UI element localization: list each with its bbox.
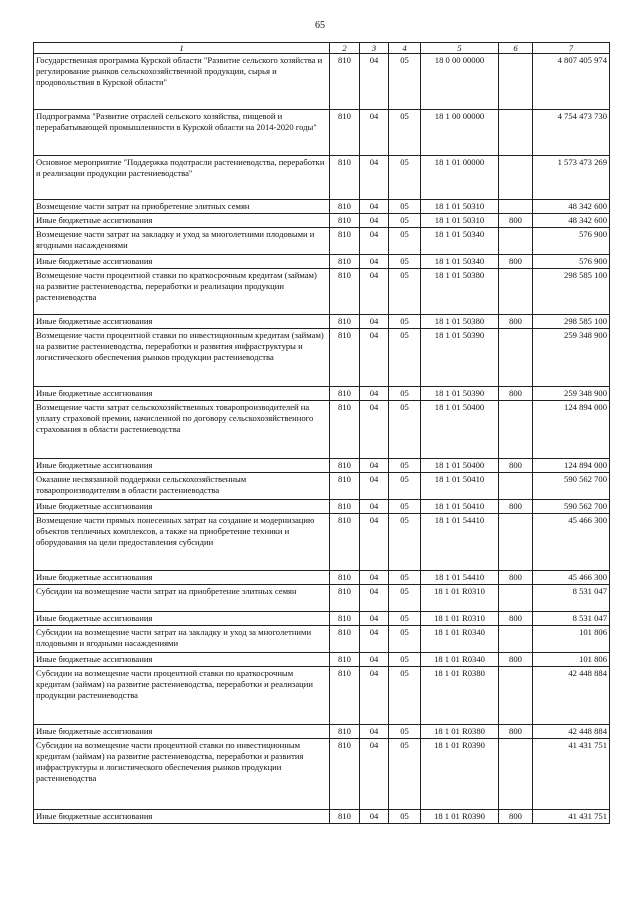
cell-section: 04: [360, 571, 389, 585]
cell-name: Иные бюджетные ассигнования: [34, 500, 330, 514]
cell-ministry-code: 810: [330, 473, 360, 500]
cell-target-article: 18 1 01 50400: [421, 459, 499, 473]
cell-name: Иные бюджетные ассигнования: [34, 214, 330, 228]
cell-amount: 101 806: [533, 653, 610, 667]
cell-name: Подпрограмма "Развитие отраслей сельского хозяйства, пищевой и перерабатывающей промышленности в Курской области на 2014-2020 годы": [34, 110, 330, 156]
cell-target-article: 18 1 01 50340: [421, 255, 499, 269]
cell-ministry-code: 810: [330, 200, 360, 214]
cell-subsection: 05: [389, 626, 421, 653]
table-row: [34, 571, 610, 585]
cell-target-article: 18 1 01 R0390: [421, 739, 499, 810]
cell-section: 04: [360, 329, 389, 387]
cell-expense-type: [499, 329, 533, 387]
cell-expense-type: [499, 54, 533, 110]
table-row: [34, 214, 610, 228]
cell-amount: 124 894 000: [533, 401, 610, 459]
cell-name: Иные бюджетные ассигнования: [34, 810, 330, 824]
cell-amount: 298 585 100: [533, 315, 610, 329]
table-row: [34, 739, 610, 810]
cell-expense-type: 800: [499, 612, 533, 626]
cell-ministry-code: 810: [330, 571, 360, 585]
cell-target-article: 18 1 01 50380: [421, 315, 499, 329]
cell-section: 04: [360, 156, 389, 200]
cell-expense-type: 800: [499, 810, 533, 824]
cell-subsection: 05: [389, 329, 421, 387]
cell-subsection: 05: [389, 315, 421, 329]
cell-amount: 41 431 751: [533, 810, 610, 824]
cell-target-article: 18 0 00 00000: [421, 54, 499, 110]
cell-name: Иные бюджетные ассигнования: [34, 612, 330, 626]
cell-target-article: 18 1 01 R0310: [421, 612, 499, 626]
cell-target-article: 18 1 01 50410: [421, 500, 499, 514]
cell-target-article: 18 1 01 R0340: [421, 653, 499, 667]
cell-target-article: 18 1 01 50380: [421, 269, 499, 315]
cell-name: Основное мероприятие "Поддержка подотрасли растениеводства, переработки и реализации продукции растениеводства": [34, 156, 330, 200]
cell-target-article: 18 1 01 50310: [421, 214, 499, 228]
cell-subsection: 05: [389, 214, 421, 228]
table-row: [34, 110, 610, 156]
table-row: [34, 725, 610, 739]
cell-subsection: 05: [389, 514, 421, 571]
cell-name: Иные бюджетные ассигнования: [34, 255, 330, 269]
header-col-4: 4: [389, 43, 421, 54]
cell-amount: 41 431 751: [533, 739, 610, 810]
cell-name: Иные бюджетные ассигнования: [34, 571, 330, 585]
cell-ministry-code: 810: [330, 315, 360, 329]
cell-amount: 259 348 900: [533, 387, 610, 401]
cell-expense-type: 800: [499, 571, 533, 585]
cell-expense-type: 800: [499, 255, 533, 269]
cell-subsection: 05: [389, 667, 421, 725]
cell-ministry-code: 810: [330, 667, 360, 725]
cell-ministry-code: 810: [330, 725, 360, 739]
cell-expense-type: [499, 228, 533, 255]
table-row: [34, 626, 610, 653]
cell-ministry-code: 810: [330, 401, 360, 459]
cell-subsection: 05: [389, 228, 421, 255]
cell-ministry-code: 810: [330, 653, 360, 667]
cell-expense-type: [499, 110, 533, 156]
cell-target-article: 18 1 01 50410: [421, 473, 499, 500]
cell-section: 04: [360, 255, 389, 269]
cell-expense-type: 800: [499, 387, 533, 401]
cell-name: Оказание несвязанной поддержки сельскохозяйственным товаропроизводителям в области растениеводства: [34, 473, 330, 500]
cell-expense-type: 800: [499, 500, 533, 514]
cell-subsection: 05: [389, 255, 421, 269]
cell-expense-type: [499, 401, 533, 459]
table-row: [34, 585, 610, 612]
cell-ministry-code: 810: [330, 612, 360, 626]
cell-name: Возмещение части процентной ставки по инвестиционным кредитам (займам) на развитие растениеводства, переработки и развития инфраструктуры и логистического обеспечения рынков продукции растениеводства: [34, 329, 330, 387]
cell-amount: 259 348 900: [533, 329, 610, 387]
cell-expense-type: [499, 626, 533, 653]
cell-amount: 576 900: [533, 228, 610, 255]
cell-section: 04: [360, 810, 389, 824]
cell-subsection: 05: [389, 200, 421, 214]
cell-target-article: 18 1 01 50390: [421, 387, 499, 401]
cell-target-article: 18 1 01 54410: [421, 571, 499, 585]
cell-name: Возмещение части прямых понесенных затрат на создание и модернизацию объектов тепличных комплексов, а также на приобретение техники и оборудования на цели предоставления субсидии: [34, 514, 330, 571]
table-row: [34, 329, 610, 387]
cell-amount: 45 466 300: [533, 514, 610, 571]
cell-section: 04: [360, 667, 389, 725]
cell-target-article: 18 1 00 00000: [421, 110, 499, 156]
cell-target-article: 18 1 01 R0390: [421, 810, 499, 824]
cell-subsection: 05: [389, 269, 421, 315]
cell-section: 04: [360, 500, 389, 514]
cell-subsection: 05: [389, 156, 421, 200]
cell-ministry-code: 810: [330, 110, 360, 156]
budget-table: [33, 42, 610, 824]
cell-ministry-code: 810: [330, 54, 360, 110]
header-col-2: 2: [330, 43, 360, 54]
cell-target-article: 18 1 01 54410: [421, 514, 499, 571]
cell-expense-type: [499, 514, 533, 571]
cell-ministry-code: 810: [330, 255, 360, 269]
cell-expense-type: [499, 667, 533, 725]
cell-target-article: 18 1 01 50400: [421, 401, 499, 459]
table-row: [34, 473, 610, 500]
cell-section: 04: [360, 473, 389, 500]
cell-name: Субсидии на возмещение части затрат на закладку и уход за многолетними плодовыми и ягодными насаждениями: [34, 626, 330, 653]
cell-amount: 101 806: [533, 626, 610, 653]
cell-section: 04: [360, 54, 389, 110]
table-row: [34, 810, 610, 824]
cell-section: 04: [360, 401, 389, 459]
cell-expense-type: [499, 585, 533, 612]
cell-name: Иные бюджетные ассигнования: [34, 653, 330, 667]
cell-expense-type: [499, 156, 533, 200]
cell-subsection: 05: [389, 401, 421, 459]
table-row: [34, 156, 610, 200]
table-body: [34, 54, 610, 824]
page-number: 65: [315, 20, 325, 31]
cell-section: 04: [360, 514, 389, 571]
table-row: [34, 401, 610, 459]
cell-expense-type: 800: [499, 315, 533, 329]
cell-amount: 45 466 300: [533, 571, 610, 585]
cell-section: 04: [360, 612, 389, 626]
cell-section: 04: [360, 269, 389, 315]
cell-subsection: 05: [389, 725, 421, 739]
header-col-5: 5: [421, 43, 499, 54]
cell-section: 04: [360, 214, 389, 228]
cell-ministry-code: 810: [330, 739, 360, 810]
cell-amount: 576 900: [533, 255, 610, 269]
cell-section: 04: [360, 110, 389, 156]
header-col-7: 7: [533, 43, 610, 54]
cell-ministry-code: 810: [330, 810, 360, 824]
cell-subsection: 05: [389, 571, 421, 585]
header-col-1: 1: [34, 43, 330, 54]
cell-section: 04: [360, 739, 389, 810]
cell-target-article: 18 1 01 50310: [421, 200, 499, 214]
cell-amount: 42 448 884: [533, 667, 610, 725]
table-row: [34, 653, 610, 667]
table-row: [34, 514, 610, 571]
cell-ministry-code: 810: [330, 214, 360, 228]
cell-name: Субсидии на возмещение части процентной ставки по краткосрочным кредитам (займам) на развитие растениеводства, переработки и реализации продукции растениеводства: [34, 667, 330, 725]
cell-ministry-code: 810: [330, 514, 360, 571]
cell-section: 04: [360, 387, 389, 401]
cell-expense-type: 800: [499, 725, 533, 739]
cell-ministry-code: 810: [330, 156, 360, 200]
cell-subsection: 05: [389, 653, 421, 667]
cell-ministry-code: 810: [330, 329, 360, 387]
table-row: [34, 315, 610, 329]
cell-subsection: 05: [389, 612, 421, 626]
cell-name: Субсидии на возмещение части затрат на приобретение элитных семян: [34, 585, 330, 612]
cell-subsection: 05: [389, 110, 421, 156]
cell-name: Иные бюджетные ассигнования: [34, 725, 330, 739]
cell-name: Иные бюджетные ассигнования: [34, 315, 330, 329]
cell-subsection: 05: [389, 500, 421, 514]
cell-ministry-code: 810: [330, 228, 360, 255]
cell-subsection: 05: [389, 810, 421, 824]
cell-name: Возмещение части затрат сельскохозяйственных товаропроизводителей на уплату страховой премии, начисленной по договору сельскохозяйственного страхования в области растениеводства: [34, 401, 330, 459]
cell-section: 04: [360, 585, 389, 612]
cell-expense-type: 800: [499, 459, 533, 473]
table-row: [34, 54, 610, 110]
cell-amount: 48 342 600: [533, 214, 610, 228]
cell-target-article: 18 1 01 R0340: [421, 626, 499, 653]
cell-target-article: 18 1 01 R0310: [421, 585, 499, 612]
header-col-6: 6: [499, 43, 533, 54]
cell-expense-type: [499, 473, 533, 500]
table-row: [34, 459, 610, 473]
table-row: [34, 500, 610, 514]
cell-subsection: 05: [389, 585, 421, 612]
cell-name: Возмещение части затрат на закладку и уход за многолетними плодовыми и ягодными насаждениями: [34, 228, 330, 255]
table-row: [34, 255, 610, 269]
cell-expense-type: 800: [499, 653, 533, 667]
cell-name: Возмещение части процентной ставки по краткосрочным кредитам (займам) на развитие растениеводства, переработки и реализации продукции растениеводства: [34, 269, 330, 315]
cell-ministry-code: 810: [330, 500, 360, 514]
cell-section: 04: [360, 626, 389, 653]
cell-name: Иные бюджетные ассигнования: [34, 387, 330, 401]
table-row: [34, 269, 610, 315]
cell-amount: 48 342 600: [533, 200, 610, 214]
cell-amount: 590 562 700: [533, 500, 610, 514]
cell-section: 04: [360, 459, 389, 473]
cell-amount: 8 531 047: [533, 612, 610, 626]
cell-subsection: 05: [389, 473, 421, 500]
cell-ministry-code: 810: [330, 459, 360, 473]
cell-section: 04: [360, 725, 389, 739]
cell-section: 04: [360, 653, 389, 667]
cell-amount: 298 585 100: [533, 269, 610, 315]
cell-ministry-code: 810: [330, 585, 360, 612]
cell-subsection: 05: [389, 387, 421, 401]
cell-ministry-code: 810: [330, 387, 360, 401]
cell-expense-type: 800: [499, 214, 533, 228]
cell-target-article: 18 1 01 50340: [421, 228, 499, 255]
cell-expense-type: [499, 269, 533, 315]
cell-section: 04: [360, 228, 389, 255]
cell-name: Государственная программа Курской области "Развитие сельского хозяйства и регулирование рынков сельскохозяйственной продукции, сырья и продовольствия в Курской области": [34, 54, 330, 110]
table-row: [34, 228, 610, 255]
cell-ministry-code: 810: [330, 269, 360, 315]
cell-ministry-code: 810: [330, 626, 360, 653]
header-row: [34, 43, 610, 54]
cell-target-article: 18 1 01 R0380: [421, 725, 499, 739]
cell-name: Возмещение части затрат на приобретение элитных семян: [34, 200, 330, 214]
cell-target-article: 18 1 01 R0380: [421, 667, 499, 725]
cell-target-article: 18 1 01 50390: [421, 329, 499, 387]
cell-section: 04: [360, 315, 389, 329]
cell-subsection: 05: [389, 739, 421, 810]
cell-amount: 4 754 473 730: [533, 110, 610, 156]
cell-name: Субсидии на возмещение части процентной ставки по инвестиционным кредитам (займам) на развитие растениеводства, переработки и развития инфраструктуры и логистического обеспечения рынков продукции растениеводства: [34, 739, 330, 810]
cell-section: 04: [360, 200, 389, 214]
cell-amount: 590 562 700: [533, 473, 610, 500]
cell-subsection: 05: [389, 54, 421, 110]
cell-target-article: 18 1 01 00000: [421, 156, 499, 200]
cell-amount: 4 807 405 974: [533, 54, 610, 110]
table-row: [34, 200, 610, 214]
cell-amount: 1 573 473 269: [533, 156, 610, 200]
cell-expense-type: [499, 739, 533, 810]
cell-subsection: 05: [389, 459, 421, 473]
cell-amount: 42 448 884: [533, 725, 610, 739]
table-row: [34, 667, 610, 725]
header-col-3: 3: [360, 43, 389, 54]
cell-expense-type: [499, 200, 533, 214]
table-row: [34, 387, 610, 401]
cell-amount: 124 894 000: [533, 459, 610, 473]
cell-name: Иные бюджетные ассигнования: [34, 459, 330, 473]
table-row: [34, 612, 610, 626]
cell-amount: 8 531 047: [533, 585, 610, 612]
